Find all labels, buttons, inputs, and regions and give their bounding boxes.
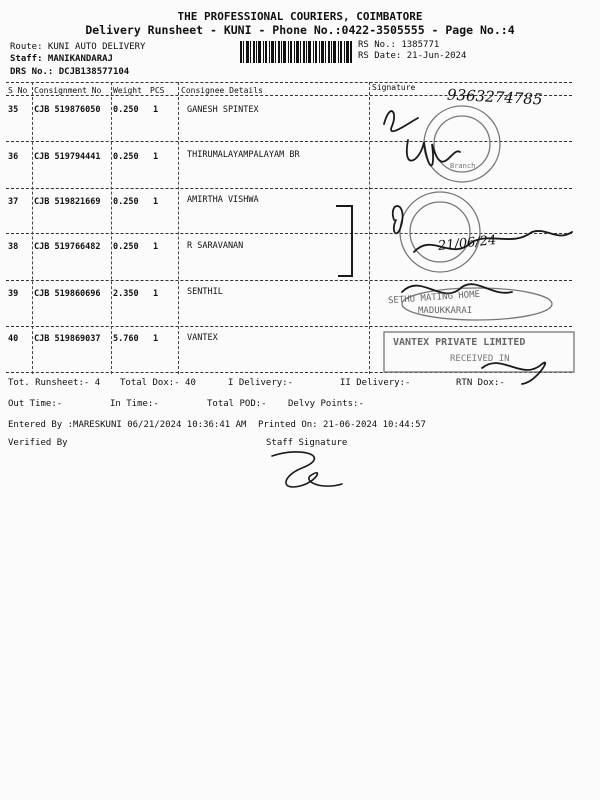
row-consignment: CJB 519860696 <box>34 289 101 299</box>
row-weight: 0.250 <box>113 152 139 162</box>
row-consignment: CJB 519766482 <box>34 242 101 252</box>
column-divider <box>178 82 179 374</box>
row-pcs: 1 <box>153 105 159 115</box>
col-header-weight: Weight <box>113 86 142 95</box>
col-header-consignee: Consignee Details <box>181 86 263 95</box>
row-consignment: CJB 519794441 <box>34 152 101 162</box>
total-pod: Total POD:- <box>207 399 267 409</box>
row-weight: 0.250 <box>113 197 139 207</box>
entered-by: Entered By :MARESKUNI 06/21/2024 10:36:41 AM <box>8 420 247 430</box>
row-pcs: 1 <box>153 289 159 299</box>
madukkarai-stamp-text: MADUKKARAI <box>418 306 473 316</box>
row-weight: 2.350 <box>113 289 139 299</box>
out-time: Out Time:- <box>8 399 63 409</box>
column-divider <box>32 82 33 374</box>
row-sno: 36 <box>8 152 19 162</box>
signature-scribble <box>393 206 403 233</box>
row-pcs: 1 <box>153 197 159 207</box>
total-dox: Total Dox:- 40 <box>120 378 196 388</box>
round-branch-stamp <box>424 106 500 182</box>
i-delivery: I Delivery:- <box>228 378 294 388</box>
staff-signature-scribble <box>262 446 352 496</box>
col-header-sno: S No <box>8 86 28 95</box>
row-sno: 37 <box>8 197 19 207</box>
row-weight: 0.250 <box>113 242 139 252</box>
delvy-points: Delvy Points:- <box>288 399 364 409</box>
barcode <box>240 41 352 63</box>
row-consignee: AMIRTHA VISHWA <box>187 195 259 205</box>
printed-on: Printed On: 21-06-2024 10:44:57 <box>258 420 426 430</box>
verified-by: Verified By <box>8 438 68 448</box>
col-header-pcs: PCS <box>150 86 165 95</box>
row-consignment: CJB 519869037 <box>34 334 101 344</box>
company-title: THE PROFESSIONAL COURIERS, COIMBATORE <box>177 10 423 23</box>
col-header-signature: Signature <box>372 83 416 92</box>
ii-delivery: II Delivery:- <box>340 378 411 388</box>
row-pcs: 1 <box>153 334 159 344</box>
col-header-consignment: Consignment No <box>34 86 102 95</box>
bracket-pen-mark <box>330 200 360 282</box>
home-stamp-text: SETHU MATING HOME <box>387 289 481 307</box>
branch-stamp-text: Branch <box>450 162 476 170</box>
rs-number: RS No.: 1385771 <box>358 40 440 50</box>
staff-label: Staff: MANIKANDARAJ <box>10 54 113 64</box>
row-weight: 5.760 <box>113 334 139 344</box>
row-consignee: R SARAVANAN <box>187 241 244 251</box>
handwritten-phone: 9363274785 <box>446 85 543 109</box>
row-sno: 39 <box>8 289 19 299</box>
runsheet-title: Delivery Runsheet - KUNI - Phone No.:0422-3505555 - Page No.:4 <box>85 23 515 37</box>
row-consignment: CJB 519876050 <box>34 105 101 115</box>
rtn-dox: RTN Dox:- <box>456 378 505 388</box>
row-weight: 0.250 <box>113 105 139 115</box>
route-label: Route: KUNI AUTO DELIVERY <box>10 42 146 52</box>
row-consignee: THIRUMALAYAMPALAYAM BR <box>187 150 300 160</box>
row-sno: 38 <box>8 242 19 252</box>
row-consignee: SENTHIL <box>187 287 223 297</box>
row-pcs: 1 <box>153 242 159 252</box>
column-divider <box>111 82 112 374</box>
row-sno: 35 <box>8 105 19 115</box>
row-consignee: GANESH SPINTEX <box>187 105 259 115</box>
handwritten-date: 21/06/24 <box>437 232 498 255</box>
row-pcs: 1 <box>153 152 159 162</box>
drs-number: DRS No.: DCJB138577104 <box>10 67 130 77</box>
vantex-stamp-text: VANTEX PRIVATE LIMITED <box>393 337 526 348</box>
tot-runsheet: Tot. Runsheet:- 4 <box>8 378 101 388</box>
row-sno: 40 <box>8 334 19 344</box>
signature-scribble <box>384 111 418 131</box>
rs-date: RS Date: 21-Jun-2024 <box>358 51 467 61</box>
received-stamp-text: RECEIVED IN <box>450 354 510 364</box>
row-consignment: CJB 519821669 <box>34 197 101 207</box>
staff-signature-label: Staff Signature <box>266 438 348 448</box>
round-company-stamp <box>400 192 480 272</box>
row-consignee: VANTEX <box>187 333 218 343</box>
in-time: In Time:- <box>110 399 159 409</box>
